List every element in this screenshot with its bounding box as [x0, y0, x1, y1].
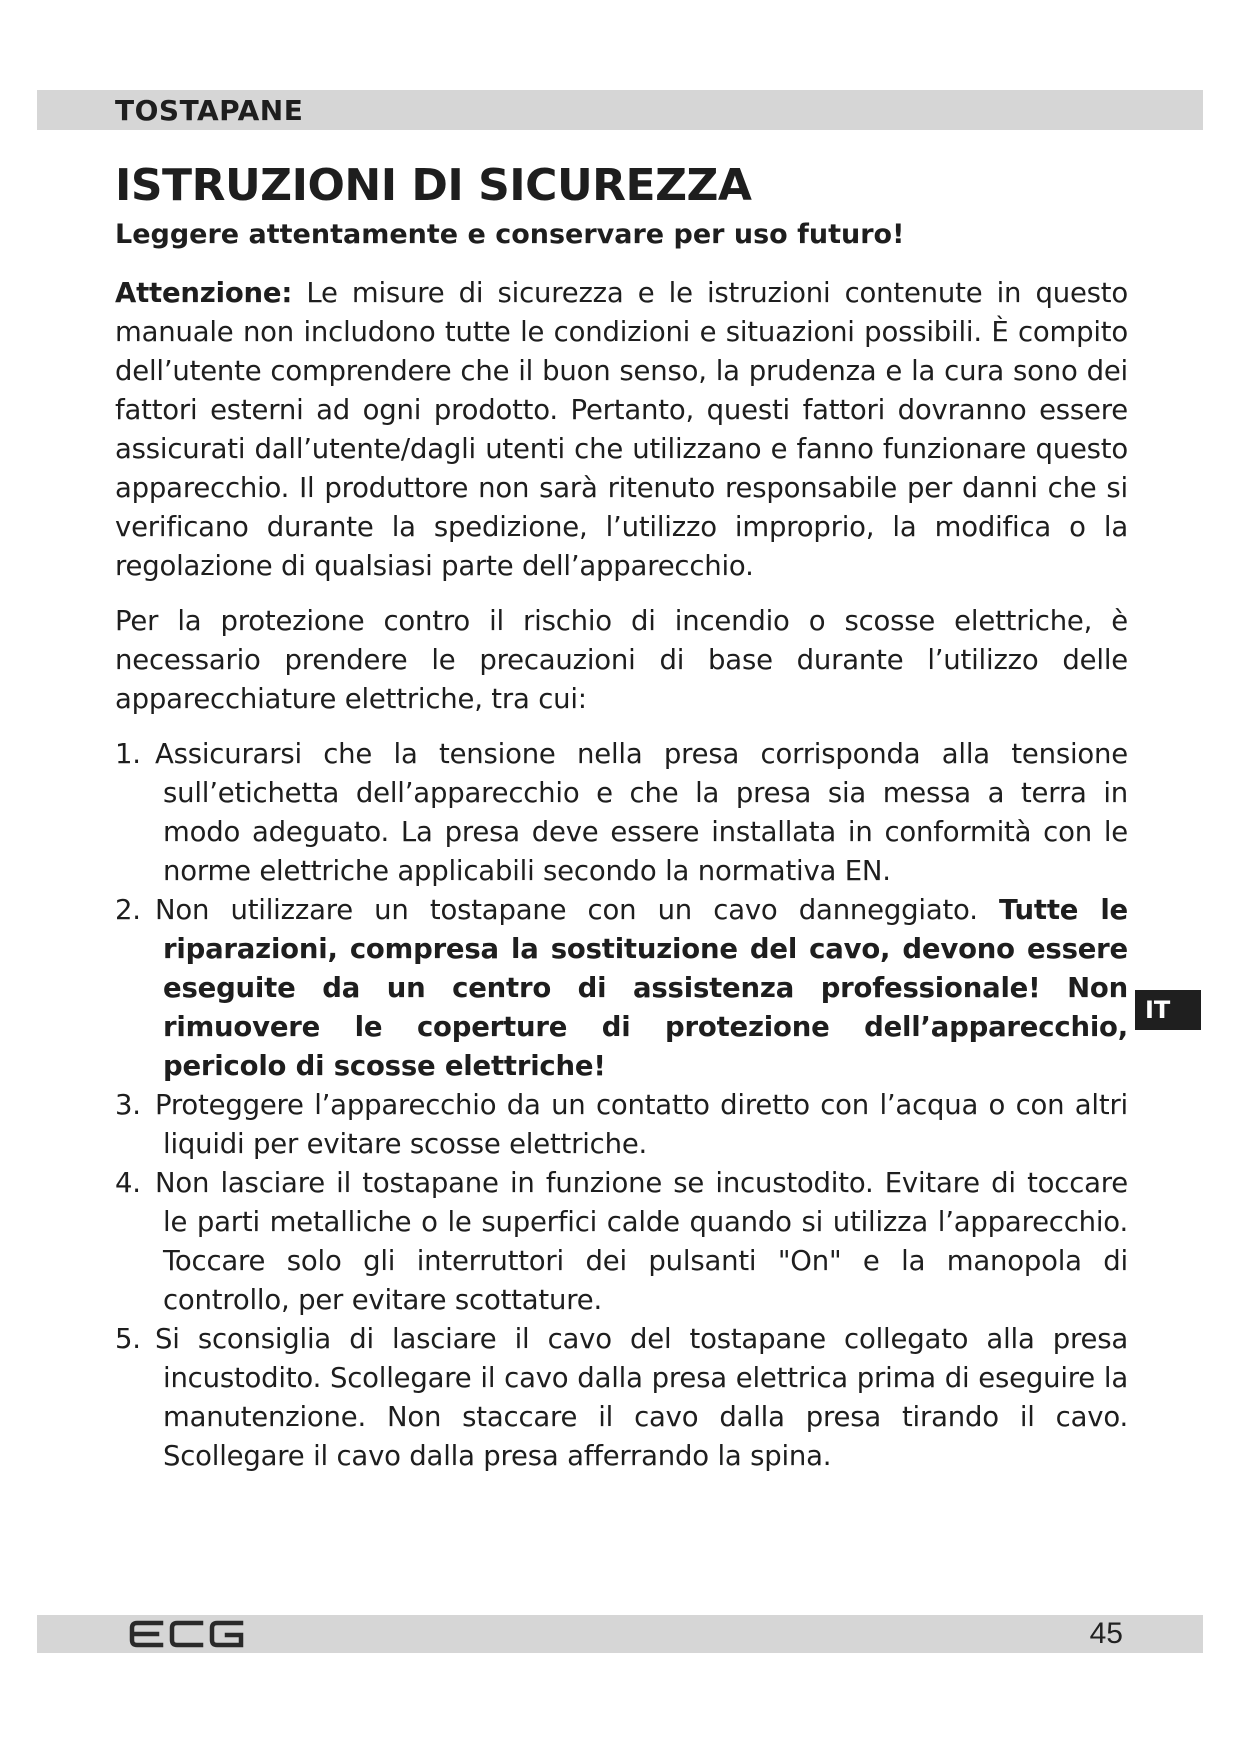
list-text: Assicurarsi che la tensione nella presa corrisponda alla tensione sull’etichetta dell’apparecchio e che la presa sia messa a terra in modo adeguato. La presa deve essere installata in conformità con le norme elettriche applicabili secondo la normativa EN.	[155, 737, 1128, 887]
list-number: 5.	[115, 1322, 141, 1355]
page-title: ISTRUZIONI DI SICUREZZA	[115, 160, 752, 211]
attention-text: Le misure di sicurezza e le istruzioni contenute in questo manuale non includono tutte le condizioni e situazioni possibili. È compito dell’utente comprendere che il buon senso, la prudenza e la cura sono dei fattori esterni ad ogni prodotto. Pertanto, questi fattori dovranno essere assicurati dall’utente/dagli utenti che utilizzano e fanno funzionare questo apparecchio. Il produttore non sarà ritenuto responsabile per danni che si verificano durante la spedizione, l’utilizzo improprio, la modifica o la regolazione di qualsiasi parte dell’apparecchio.	[115, 276, 1128, 582]
subtitle: Leggere attentamente e conservare per uso futuro!	[115, 218, 905, 250]
list-number: 2.	[115, 893, 141, 926]
attention-paragraph	[115, 274, 1128, 586]
page-content	[115, 160, 1128, 1476]
list-bold-warning: Tutte le riparazioni, compresa la sostituzione del cavo, devono essere eseguite da un centro di assistenza professionale! Non rimuovere le coperture di protezione dell’apparecchio, pericolo di scosse elettriche!	[163, 893, 1129, 1082]
section-title: TOSTAPANE	[115, 94, 304, 127]
list-number: 4.	[115, 1166, 141, 1199]
ecg-logo	[129, 1620, 245, 1652]
list-text: Si sconsiglia di lasciare il cavo del tostapane collegato alla presa incustodito. Scollegare il cavo dalla presa elettrica prima di eseguire la manutenzione. Non staccare il cavo dalla presa tirando il cavo. Scollegare il cavo dalla presa afferrando la spina.	[155, 1322, 1128, 1472]
page-number: 45	[1089, 1617, 1123, 1650]
list-item	[115, 735, 1128, 891]
list-number: 1.	[115, 737, 141, 770]
list-item	[115, 891, 1128, 1086]
list-text: Proteggere l’apparecchio da un contatto diretto con l’acqua o con altri liquidi per evitare scosse elettriche.	[155, 1088, 1128, 1160]
list-item	[115, 1320, 1128, 1476]
list-text: Non utilizzare un tostapane con un cavo danneggiato.	[155, 893, 999, 926]
attention-label: Attenzione:	[115, 276, 293, 309]
footer-bar	[37, 1615, 1203, 1653]
safety-rules-list	[115, 735, 1128, 1476]
language-tab: IT	[1135, 990, 1201, 1030]
header-bar	[37, 90, 1203, 130]
list-item	[115, 1086, 1128, 1164]
ecg-logo-icon	[129, 1620, 245, 1648]
intro-paragraph: Per la protezione contro il rischio di incendio o scosse elettriche, è necessario prendere le precauzioni di base durante l’utilizzo delle apparecchiature elettriche, tra cui:	[115, 604, 1128, 715]
list-item	[115, 1164, 1128, 1320]
list-text: Non lasciare il tostapane in funzione se incustodito. Evitare di toccare le parti metalliche o le superfici calde quando si utilizza l’apparecchio. Toccare solo gli interruttori dei pulsanti "On" e la manopola di controllo, per evitare scottature.	[155, 1166, 1128, 1316]
list-number: 3.	[115, 1088, 141, 1121]
